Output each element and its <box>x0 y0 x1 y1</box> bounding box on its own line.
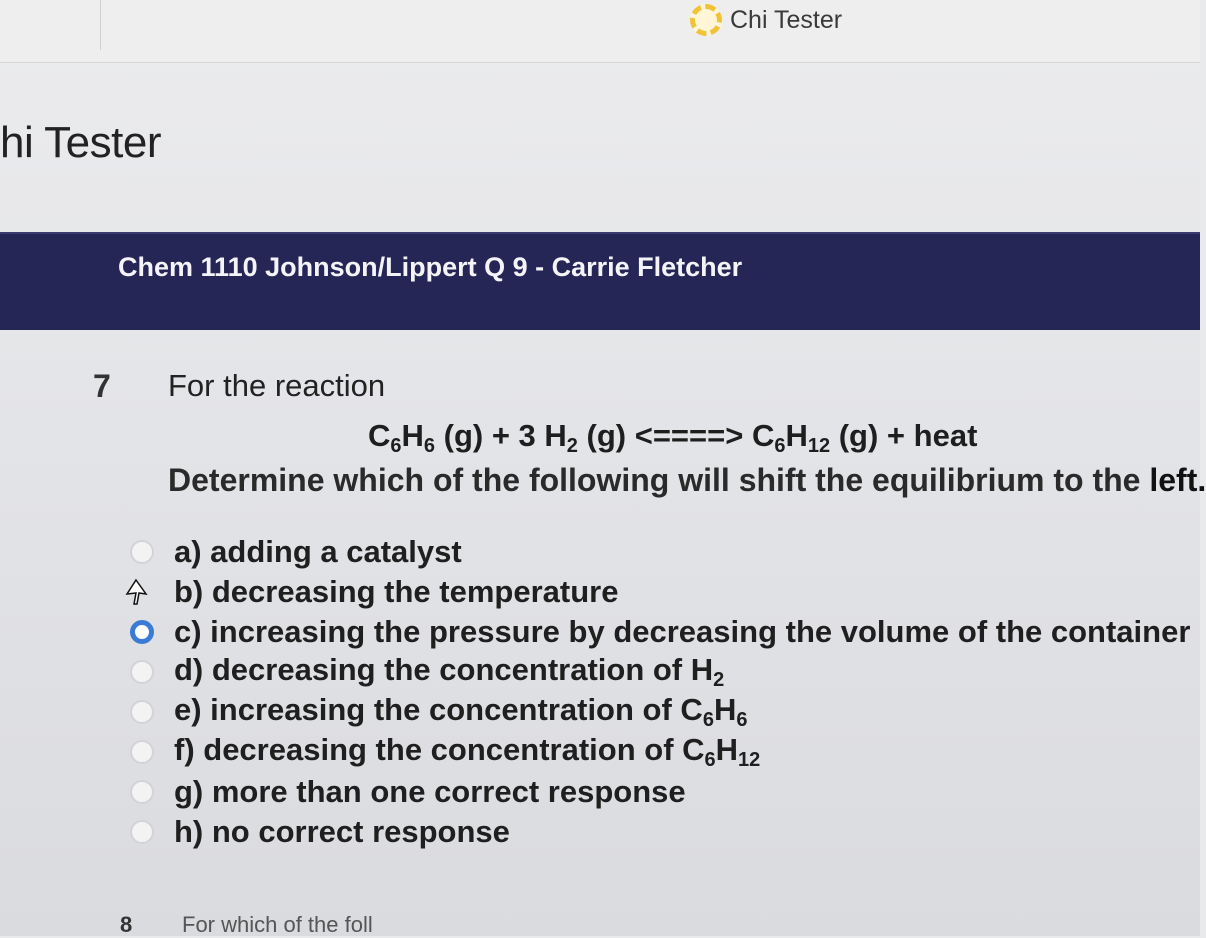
option-label: e) increasing the concentration of $C_6H_6$ <box>174 692 748 731</box>
user-avatar-icon <box>690 4 722 36</box>
page-header-name: hi Tester <box>0 118 161 167</box>
option-e[interactable] <box>130 692 1190 732</box>
option-label: a) adding a catalyst <box>174 534 462 569</box>
radio-button-a[interactable] <box>130 540 154 564</box>
radio-button-f[interactable] <box>130 740 154 764</box>
question-instruction: Determine which of the following will shift the equilibrium to the left. <box>168 462 1206 498</box>
option-a[interactable] <box>130 532 1190 572</box>
radio-button-c-selected[interactable] <box>130 620 154 644</box>
next-question-number: 8 <box>120 912 133 937</box>
option-label: b) decreasing the temperature <box>174 574 619 609</box>
option-f[interactable] <box>130 732 1190 772</box>
option-label: d) decreasing the concentration of $H_2$ <box>174 652 725 691</box>
option-d[interactable] <box>130 652 1190 692</box>
option-label: c) increasing the pressure by decreasing the volume of the container <box>174 614 1191 649</box>
option-b[interactable] <box>130 572 1190 612</box>
radio-button-h[interactable] <box>130 820 154 844</box>
option-label: f) decreasing the concentration of $C_6H_{12}$ <box>174 732 761 771</box>
radio-button-e[interactable] <box>130 700 154 724</box>
course-title: Chem 1110 Johnson/Lippert Q 9 - Carrie Fletcher <box>118 252 743 282</box>
tab-strip <box>0 0 101 50</box>
mouse-cursor-icon <box>124 578 148 606</box>
reaction-equation: $C_6H_6$ (g) + 3 $H_2$ (g) <====> $C_6H_{12}$ (g) + heat <box>368 418 978 457</box>
user-badge[interactable] <box>690 4 842 36</box>
course-bar <box>0 232 1200 330</box>
option-label: g) more than one correct response <box>174 774 686 809</box>
option-h[interactable] <box>130 812 1190 852</box>
next-question-stem: For which of the foll <box>182 912 373 937</box>
top-bar <box>0 0 1200 63</box>
instruction-emphasis: left. <box>1149 462 1206 498</box>
radio-button-d[interactable] <box>130 660 154 684</box>
user-name: Chi Tester <box>730 5 843 34</box>
option-c[interactable] <box>130 612 1190 652</box>
question-number: 7 <box>93 368 111 404</box>
answer-options <box>130 532 1190 852</box>
question-stem: For the reaction <box>168 368 386 403</box>
option-label: h) no correct response <box>174 814 510 849</box>
option-g[interactable] <box>130 772 1190 812</box>
radio-button-g[interactable] <box>130 780 154 804</box>
